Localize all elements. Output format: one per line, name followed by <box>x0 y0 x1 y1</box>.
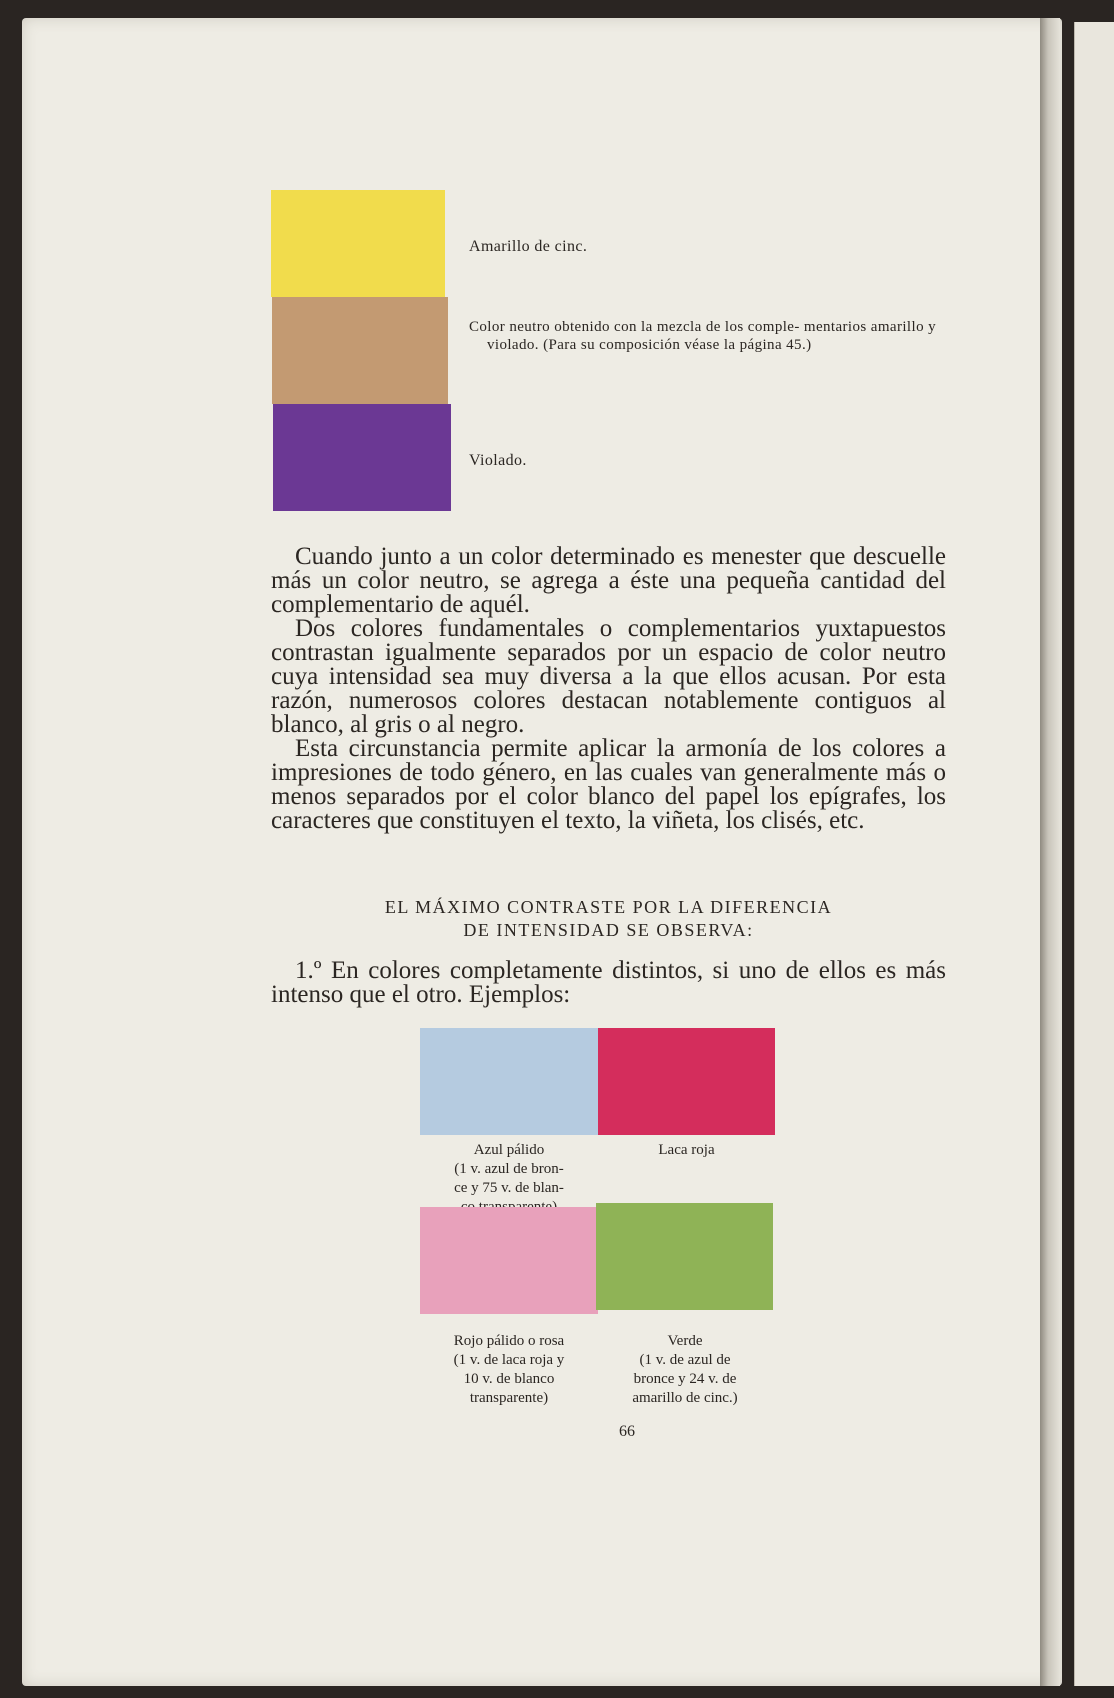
example-paragraph <box>271 959 946 1007</box>
body-paragraph: Cuando junto a un color determinado es menester que descuelle más un color neutro, se agrega a éste una pequeña cantidad del complementario de aquél. <box>271 543 946 618</box>
caption-red-lake <box>598 1141 775 1160</box>
caption-line: (1 v. de azul de <box>639 1352 731 1368</box>
swatch-pale-blue <box>420 1028 598 1135</box>
caption-line: Verde <box>667 1333 703 1349</box>
swatch-red-lake <box>598 1028 775 1135</box>
page-fold <box>1040 18 1060 1686</box>
caption-violet: Violado. <box>469 452 527 469</box>
swatch-violet <box>273 404 451 511</box>
caption-line: amarillo de cinc.) <box>632 1390 738 1406</box>
swatch-green <box>596 1203 773 1310</box>
caption-line: (1 v. de laca roja y <box>453 1352 565 1368</box>
caption-line: Rojo pálido o rosa <box>453 1333 565 1349</box>
heading-line-1: EL MÁXIMO CONTRASTE POR LA DIFERENCIA <box>384 897 833 917</box>
caption-line: Laca roja <box>658 1142 715 1158</box>
swatch-pale-red <box>420 1207 598 1314</box>
body-paragraph: Esta circunstancia permite aplicar la armonía de los colores a impresiones de todo género, en las cuales van generalmente más o menos separados por el color blanco del papel los epígrafes, los caracteres que constituyen el texto, la viñeta, los clisés, etc. <box>271 735 946 834</box>
caption-yellow: Amarillo de cinc. <box>469 238 588 255</box>
caption-neutral: Color neutro obtenido con la mezcla de los comple- mentarios amarillo y violado. (Para su composición véase la página 45.) <box>469 319 937 353</box>
caption-line: (1 v. azul de bron- <box>454 1161 564 1177</box>
page-number: 66 <box>619 1423 635 1440</box>
body-text <box>271 545 946 833</box>
heading-line-2: DE INTENSIDAD SE OBSERVA: <box>463 920 754 940</box>
caption-pale-red <box>414 1332 604 1408</box>
swatch-yellow <box>271 190 445 297</box>
body-paragraph: Dos colores fundamentales o complementarios yuxtapuestos contrastan igualmente separados por un espacio de color neutro cuya intensidad sea muy diversa a la que ellos acusan. Por esta razón, numerosos colores destacan notablemente contiguos al blanco, al gris o al negro. <box>271 615 946 738</box>
next-page-edge <box>1074 22 1114 1686</box>
section-heading <box>271 896 946 942</box>
example-text: 1.º En colores completamente distintos, si uno de ellos es más intenso que el otro. Ejemplos: <box>271 957 946 1008</box>
book-page <box>22 18 1062 1686</box>
caption-green <box>594 1332 776 1408</box>
caption-line: 10 v. de blanco <box>463 1371 555 1387</box>
caption-line: Azul pálido <box>473 1142 545 1158</box>
swatch-neutral <box>272 297 448 404</box>
caption-line: bronce y 24 v. de <box>633 1371 737 1387</box>
caption-pale-blue <box>420 1141 598 1217</box>
caption-line: transparente) <box>469 1390 549 1406</box>
caption-line: ce y 75 v. de blan- <box>454 1180 564 1196</box>
